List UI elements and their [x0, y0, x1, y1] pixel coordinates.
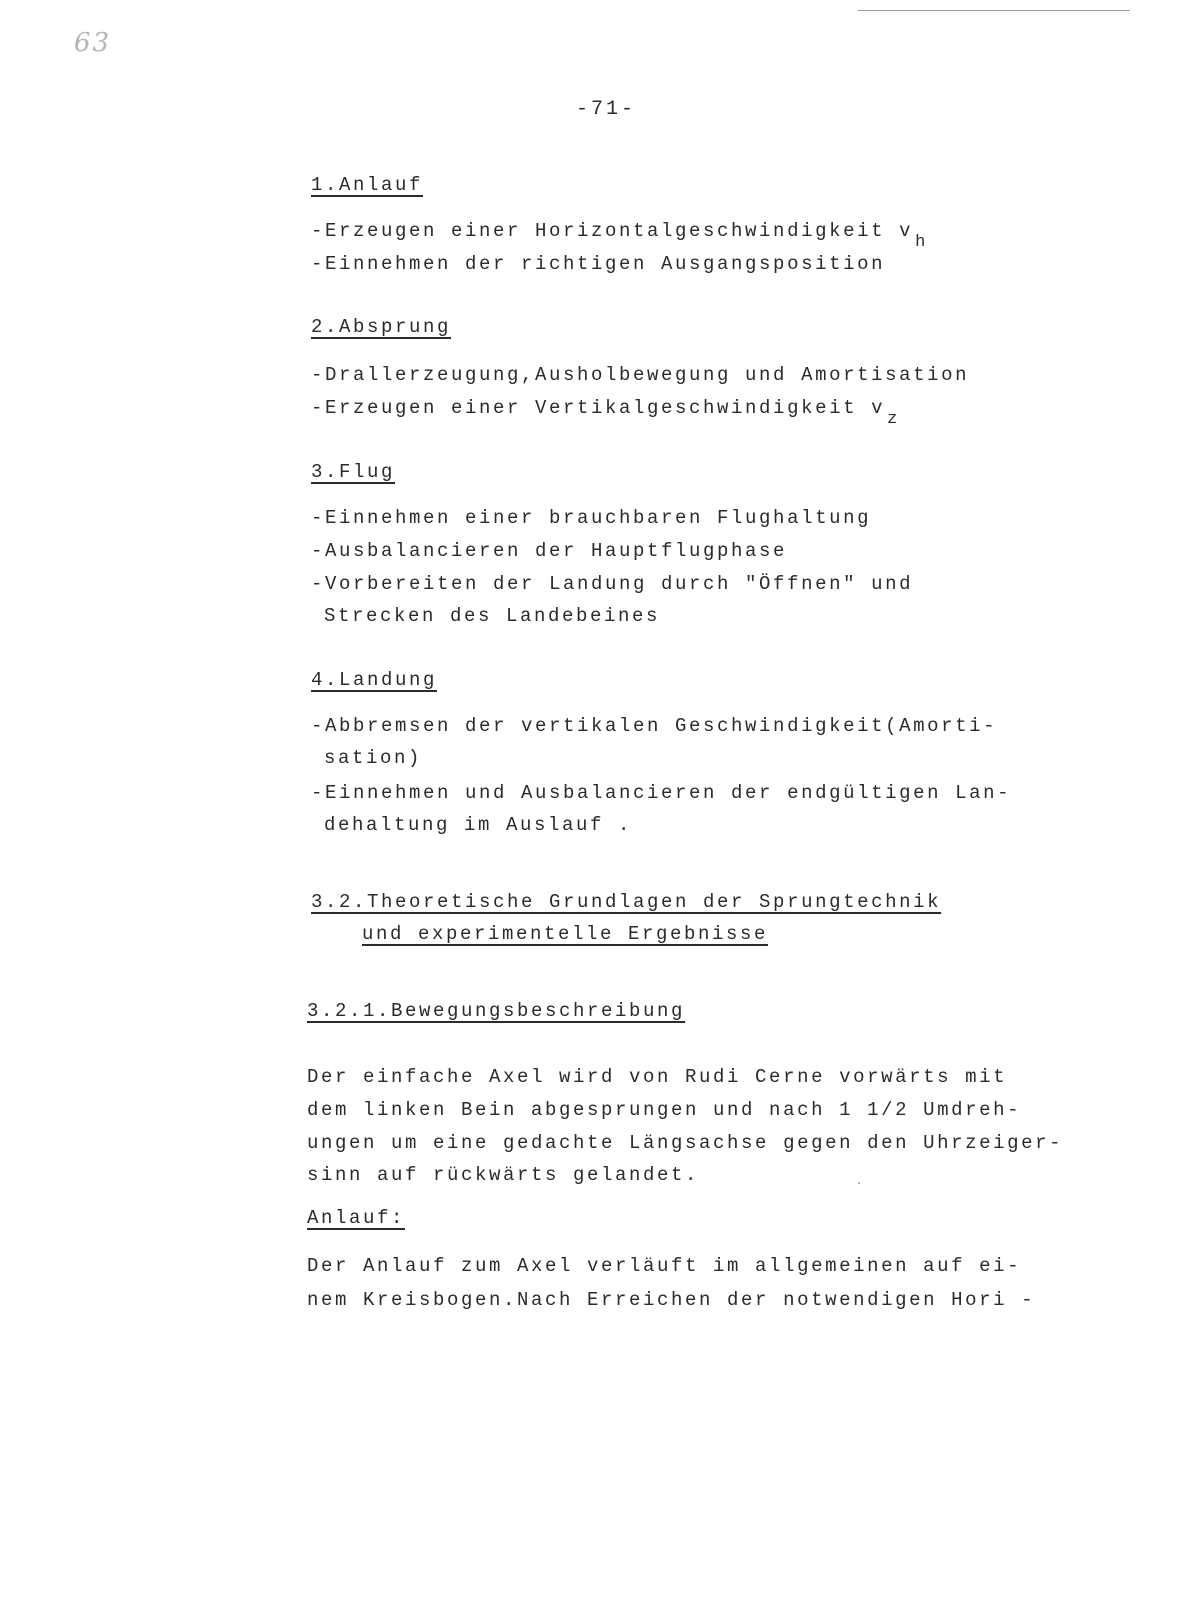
list-item: -Ausbalancieren der Hauptflugphase — [311, 540, 788, 562]
paragraph-line: sinn auf rückwärts gelandet. — [307, 1164, 700, 1186]
list-item: -Abbremsen der vertikalen Geschwindigkeit(Amorti- — [311, 715, 998, 737]
list-item: -Vorbereiten der Landung durch "Öffnen" und — [311, 573, 914, 595]
list-item: -Drallerzeugung,Ausholbewegung und Amortisation — [311, 364, 970, 386]
handwritten-annotation: 63 — [74, 28, 112, 58]
section-heading-absprung: 2.Absprung — [311, 316, 452, 338]
subsection-heading: 3.2.1.Bewegungsbeschreibung — [307, 1000, 686, 1022]
list-item-text: -Erzeugen einer Vertikalgeschwindigkeit v — [311, 397, 886, 419]
paragraph-line: Der einfache Axel wird von Rudi Cerne vorwärts mit — [307, 1066, 1008, 1088]
scan-speck — [858, 1182, 860, 1184]
top-rule — [858, 10, 1130, 11]
list-item-continuation: sation) — [324, 747, 423, 769]
chapter-heading-line1: 3.2.Theoretische Grundlagen der Sprungtechnik — [311, 891, 942, 913]
list-item — [311, 219, 926, 252]
anlauf-heading: Anlauf: — [307, 1207, 406, 1229]
list-item-text: -Erzeugen einer Horizontalgeschwindigkeit v — [311, 220, 914, 242]
section-heading-landung: 4.Landung — [311, 669, 438, 691]
section-heading-anlauf: 1.Anlauf — [311, 174, 424, 196]
list-item-continuation: Strecken des Landebeines — [324, 605, 661, 627]
subscript: z — [887, 410, 898, 429]
section-heading-flug: 3.Flug — [311, 461, 396, 483]
list-item: -Einnehmen und Ausbalancieren der endgültigen Lan- — [311, 782, 1012, 804]
paragraph-line: nem Kreisbogen.Nach Erreichen der notwendigen Hori - — [307, 1289, 1036, 1311]
page-number: -71- — [576, 98, 637, 121]
list-item-continuation: dehaltung im Auslauf . — [324, 814, 633, 836]
list-item — [311, 396, 898, 429]
chapter-heading-line2: und experimentelle Ergebnisse — [362, 923, 769, 945]
list-item: -Einnehmen der richtigen Ausgangsposition — [311, 253, 886, 275]
paragraph-line: dem linken Bein abgesprungen und nach 1 1/2 Umdreh- — [307, 1099, 1022, 1121]
paragraph-line: ungen um eine gedachte Längsachse gegen den Uhrzeiger- — [307, 1132, 1064, 1154]
paragraph-line: Der Anlauf zum Axel verläuft im allgemeinen auf ei- — [307, 1255, 1022, 1277]
list-item: -Einnehmen einer brauchbaren Flughaltung — [311, 507, 872, 529]
subscript: h — [915, 233, 926, 252]
